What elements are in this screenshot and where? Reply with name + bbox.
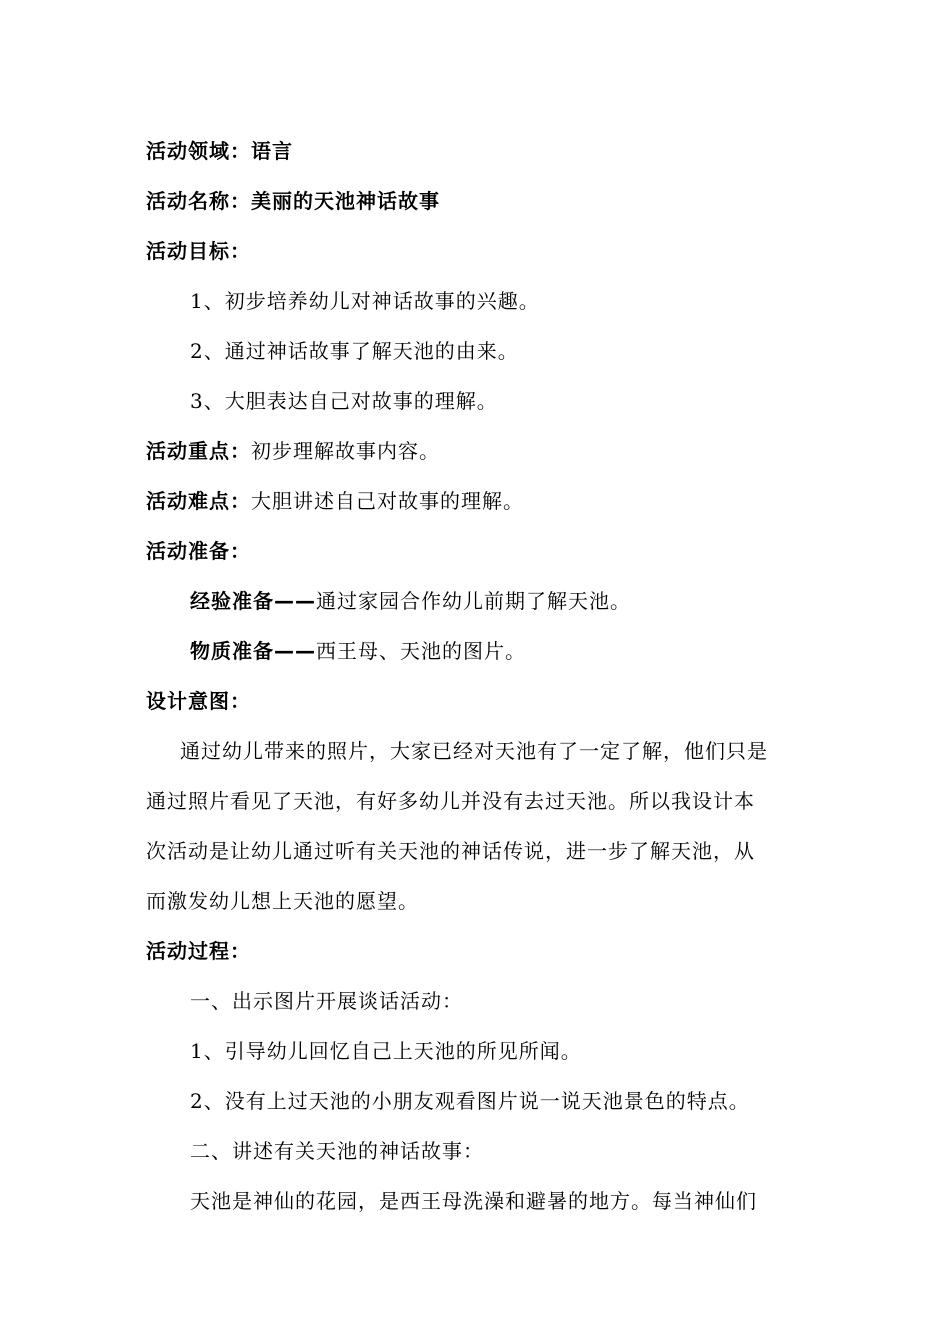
design-paragraph-line: 次活动是让幼儿通过听有关天池的神话传说，进一步了解天池，从 — [146, 839, 755, 863]
name-label: 活动名称： — [146, 189, 251, 213]
process-line: 二、讲述有关天池的神话故事： — [190, 1139, 484, 1163]
domain-value: 语言 — [251, 139, 293, 163]
domain-line — [146, 137, 293, 165]
preparation-item — [190, 637, 526, 665]
goal-item: 3、大胆表达自己对故事的理解。 — [190, 389, 498, 413]
preparation-item-label: 物质准备—— — [190, 639, 316, 663]
design-paragraph-line: 通过照片看见了天池，有好多幼儿并没有去过天池。所以我设计本 — [146, 789, 755, 813]
process-line: 1、引导幼儿回忆自己上天池的所见所闻。 — [190, 1039, 582, 1063]
process-line: 一、出示图片开展谈话活动： — [190, 989, 463, 1013]
preparation-item-label: 经验准备—— — [190, 589, 316, 613]
name-value: 美丽的天池神话故事 — [251, 189, 440, 213]
goal-item: 2、通过神话故事了解天池的由来。 — [190, 339, 519, 363]
preparation-heading: 活动准备： — [146, 539, 251, 563]
goals-heading: 活动目标： — [146, 239, 251, 263]
preparation-item — [190, 587, 631, 615]
process-heading: 活动过程： — [146, 939, 251, 963]
key-point-line — [146, 437, 440, 465]
difficulty-value: 大胆讲述自己对故事的理解。 — [251, 489, 524, 513]
process-line: 天池是神仙的花园，是西王母洗澡和避暑的地方。每当神仙们 — [190, 1189, 757, 1213]
key-point-value: 初步理解故事内容。 — [251, 439, 440, 463]
difficulty-line — [146, 487, 524, 515]
preparation-item-value: 西王母、天池的图片。 — [316, 639, 526, 663]
domain-label: 活动领域： — [146, 139, 251, 163]
key-point-label: 活动重点： — [146, 439, 251, 463]
name-line — [146, 187, 440, 215]
design-heading: 设计意图： — [146, 689, 251, 713]
preparation-item-value: 通过家园合作幼儿前期了解天池。 — [316, 589, 631, 613]
goal-item: 1、初步培养幼儿对神话故事的兴趣。 — [190, 289, 540, 313]
difficulty-label: 活动难点： — [146, 489, 251, 513]
process-line: 2、没有上过天池的小朋友观看图片说一说天池景色的特点。 — [190, 1089, 750, 1113]
design-paragraph-line: 通过幼儿带来的照片，大家已经对天池有了一定了解，他们只是 — [180, 739, 768, 763]
design-paragraph-line: 而激发幼儿想上天池的愿望。 — [146, 889, 419, 913]
